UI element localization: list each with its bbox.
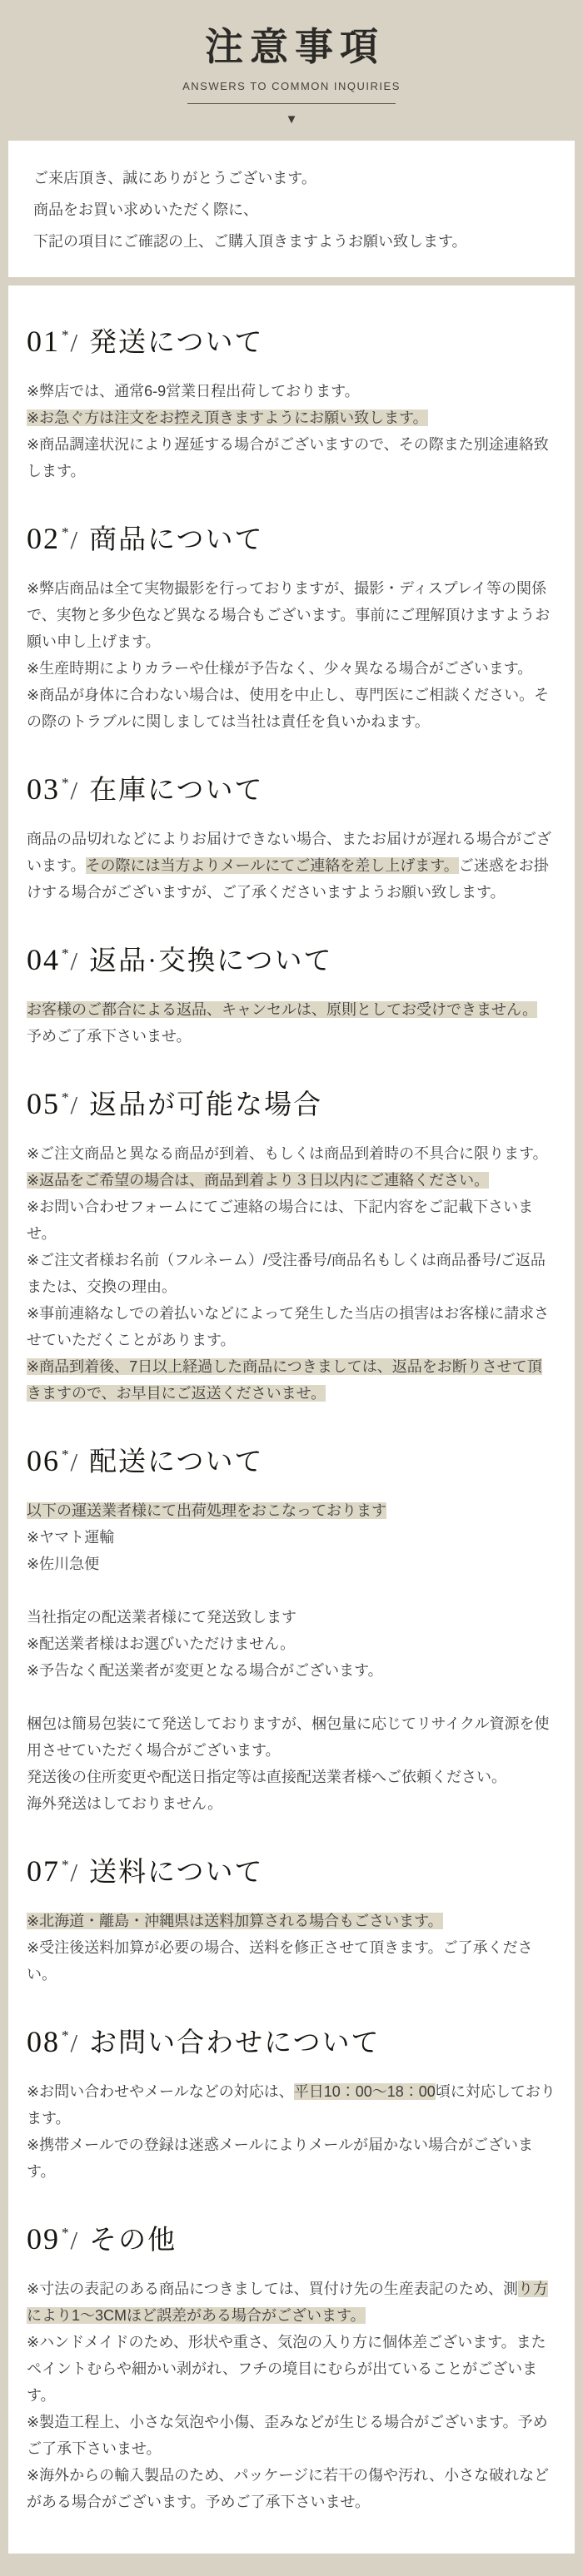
highlighted-text: お客様のご都合による返品、キャンセルは、原則としてお受けできません。 bbox=[27, 1001, 538, 1018]
section-heading bbox=[27, 320, 556, 360]
notice-line bbox=[27, 1934, 556, 1988]
section-title: 送料について bbox=[89, 1858, 264, 1888]
slash-separator: / bbox=[70, 2226, 80, 2255]
notice-line bbox=[27, 996, 556, 1023]
highlighted-text: その際には当方よりメールにてご連絡を差し上げます。 bbox=[85, 857, 459, 874]
asterisk-mark-icon: * bbox=[62, 946, 71, 961]
section-title: 返品·交換について bbox=[89, 946, 333, 976]
section-heading bbox=[27, 768, 556, 807]
asterisk-mark-icon: * bbox=[62, 2225, 71, 2241]
highlighted-text: ※返品をご希望の場合は、商品到着より３日以内にご連絡ください。 bbox=[27, 1172, 490, 1189]
text-run: ※寸法の表記のある商品につきましては、買付け先の生産表記のため、測 bbox=[27, 2281, 518, 2297]
section-title: お問い合わせについて bbox=[89, 2028, 381, 2058]
text-run: ※商品が身体に合わない場合は、使用を中止し、専門医にご相談ください。その際のトラブルに関しましては当社は責任を負いかねます。 bbox=[27, 687, 550, 730]
text-run: ※事前連絡なしでの着払いなどによって発生した当店の損害はお客様に請求させていただくことがあります。 bbox=[27, 1305, 550, 1348]
notice-line bbox=[27, 2132, 556, 2185]
asterisk-mark-icon: * bbox=[62, 1089, 71, 1105]
section-body bbox=[27, 1908, 556, 1988]
notice-line bbox=[27, 826, 556, 906]
notice-line bbox=[27, 1194, 556, 1247]
notice-section bbox=[27, 518, 556, 735]
highlighted-text: 平日10：00～18：00 bbox=[293, 2083, 436, 2100]
section-body bbox=[27, 2078, 556, 2185]
page-subtitle: ANSWERS TO COMMON INQUIRIES bbox=[182, 80, 401, 92]
text-run: ※生産時期によりカラーや仕様が予告なく、少々異なる場合がございます。 bbox=[27, 660, 533, 677]
asterisk-mark-icon: * bbox=[62, 1857, 71, 1873]
asterisk-mark-icon: * bbox=[62, 327, 71, 343]
notice-section bbox=[27, 1440, 556, 1817]
section-number: 07 bbox=[27, 1854, 60, 1888]
section-body bbox=[27, 1140, 556, 1407]
section-body bbox=[27, 378, 556, 484]
notice-line bbox=[27, 405, 556, 431]
text-run: ※受注後送料加算が必要の場合、送料を修正させて頂きます。ご了承ください。 bbox=[27, 1939, 533, 1983]
text-run: ※ヤマト運輸 bbox=[27, 1529, 115, 1546]
slash-separator: / bbox=[70, 946, 80, 975]
notice-line bbox=[27, 2276, 556, 2329]
text-run: ※お問い合わせフォームにてご連絡の場合には、下記内容をご記載下さいませ。 bbox=[27, 1199, 534, 1242]
notice-section bbox=[27, 2021, 556, 2185]
notice-line bbox=[27, 1497, 556, 1524]
notice-line bbox=[27, 1023, 556, 1050]
text-run: ※ハンドメイドのため、形状や重さ、気泡の入り方に個体差ございます。またペイントむらや細かい剥がれ、フチの境目にむらが出ていることがございます。 bbox=[27, 2334, 546, 2404]
notice-section bbox=[27, 768, 556, 906]
section-body bbox=[27, 826, 556, 906]
page-header bbox=[0, 0, 583, 126]
text-run: 発送後の住所変更や配送日指定等は直接配送業者様へご依頼ください。 bbox=[27, 1769, 506, 1785]
page-title: 注意事項 bbox=[205, 25, 385, 68]
slash-separator: / bbox=[70, 1090, 80, 1119]
text-run: 梱包は簡易包装にて発送しておりますが、梱包量に応じてリサイクル資源を使用させていただく場合がございます。 bbox=[27, 1715, 550, 1759]
notice-line bbox=[27, 2329, 556, 2409]
notice-line bbox=[27, 1657, 556, 1684]
text-run: ※ご注文者様お名前（フルネーム）/受注番号/商品名もしくは商品番号/ご返品または、交換の理由。 bbox=[27, 1252, 546, 1295]
section-heading bbox=[27, 939, 556, 978]
notice-section bbox=[27, 2218, 556, 2515]
section-body bbox=[27, 996, 556, 1050]
notice-line bbox=[27, 1247, 556, 1300]
highlighted-text: り方により1～3CMほど誤差がある場合がございます。 bbox=[27, 2281, 548, 2324]
notice-section bbox=[27, 1083, 556, 1407]
text-run: ※海外からの輸入製品のため、パッケージに若干の傷や汚れ、小さな破れなどがある場合がございます。予めご了承下さいませ。 bbox=[27, 2467, 550, 2510]
section-number: 01 bbox=[27, 325, 60, 358]
section-heading bbox=[27, 2218, 556, 2257]
section-number: 03 bbox=[27, 772, 60, 806]
text-run: ご迷惑をお掛けする場合がございますが、ご了承くださいますようお願い致します。 bbox=[27, 857, 549, 901]
section-heading bbox=[27, 2021, 556, 2060]
highlighted-text: 以下の運送業者様にて出荷処理をおこなっております bbox=[27, 1502, 386, 1519]
notice-line bbox=[27, 655, 556, 682]
section-heading bbox=[27, 1083, 556, 1122]
intro-card bbox=[8, 141, 575, 277]
text-run: ※弊店商品は全て実物撮影を行っておりますが、撮影・ディスプレイ等の関係で、実物と多少色など異なる場合もございます。事前にご理解頂けますようお願い申し上げます。 bbox=[27, 580, 551, 650]
highlighted-text: ※商品到着後、7日以上経過した商品につきましては、返品をお断りさせて頂きますので、お早目にご返送くださいませ。 bbox=[27, 1358, 542, 1402]
section-number: 02 bbox=[27, 522, 60, 555]
slash-separator: / bbox=[70, 776, 80, 805]
text-run: 海外発送はしておりません。 bbox=[27, 1795, 223, 1812]
section-body bbox=[27, 2276, 556, 2515]
notice-line bbox=[27, 2462, 556, 2515]
section-title: 商品について bbox=[89, 525, 264, 555]
highlighted-text: ※お急ぐ方は注文をお控え頂きますようにお願い致します。 bbox=[27, 409, 428, 426]
section-number: 06 bbox=[27, 1444, 60, 1477]
section-title: 配送について bbox=[89, 1447, 264, 1477]
text-run: ※予告なく配送業者が変更となる場合がございます。 bbox=[27, 1662, 383, 1679]
notice-line bbox=[27, 431, 556, 484]
notice-section bbox=[27, 939, 556, 1050]
text-run: 頃に対応しております。 bbox=[27, 2083, 556, 2127]
notice-line bbox=[27, 378, 556, 405]
notice-line bbox=[27, 1140, 556, 1167]
notice-section bbox=[27, 320, 556, 484]
section-heading bbox=[27, 518, 556, 557]
text-run: ※製造工程上、小さな気泡や小傷、歪みなどが生じる場合がございます。予めご了承下さいませ。 bbox=[27, 2414, 548, 2457]
notice-line bbox=[27, 1300, 556, 1353]
intro-line: 商品をお買い求めいただく際に、 bbox=[33, 201, 258, 218]
notice-line bbox=[27, 1764, 556, 1790]
asterisk-mark-icon: * bbox=[62, 1447, 71, 1462]
text-run: ※お問い合わせやメールなどの対応は、 bbox=[27, 2083, 294, 2100]
section-number: 04 bbox=[27, 943, 60, 976]
section-title: その他 bbox=[89, 2226, 177, 2256]
notice-line bbox=[27, 1710, 556, 1764]
intro-line: ご来店頂き、誠にありがとうございます。 bbox=[33, 170, 316, 186]
text-run: ※ご注文商品と異なる商品が到着、もしくは商品到着時の不具合に限ります。 bbox=[27, 1145, 548, 1162]
footer-spacer bbox=[0, 2554, 583, 2576]
notice-line bbox=[27, 1524, 556, 1551]
slash-separator: / bbox=[70, 2028, 80, 2057]
text-run: ※商品調達状況により遅延する場合がございますので、その際また別途連絡致します。 bbox=[27, 436, 549, 479]
section-heading bbox=[27, 1850, 556, 1889]
asterisk-mark-icon: * bbox=[62, 2028, 71, 2043]
notice-line bbox=[27, 1551, 556, 1577]
header-divider bbox=[187, 103, 396, 104]
section-number: 08 bbox=[27, 2025, 60, 2058]
notice-line bbox=[27, 1908, 556, 1934]
text-run: ※佐川急便 bbox=[27, 1556, 100, 1572]
slash-separator: / bbox=[70, 328, 80, 357]
asterisk-mark-icon: * bbox=[62, 775, 71, 791]
text-run: 商品の品切れなどによりお届けできない場合、またお届けが遅れる場合がございます。 bbox=[27, 831, 551, 874]
section-number: 09 bbox=[27, 2222, 60, 2256]
notice-line bbox=[27, 2409, 556, 2462]
notice-line bbox=[27, 1167, 556, 1194]
notice-line bbox=[27, 1630, 556, 1657]
asterisk-mark-icon: * bbox=[62, 524, 71, 540]
text-run: ※弊店では、通常6-9営業日程出荷しております。 bbox=[27, 383, 360, 400]
text-run: ※配送業者様はお選びいただけません。 bbox=[27, 1635, 296, 1652]
notice-sections bbox=[8, 285, 575, 2554]
text-run: 予めご了承下さいませ。 bbox=[27, 1028, 192, 1045]
section-number: 05 bbox=[27, 1087, 60, 1120]
intro-line: 下記の項目にご確認の上、ご購入頂きますようお願い致します。 bbox=[33, 233, 467, 250]
text-run: ※携帯メールでの登録は迷惑メールによりメールが届かない場合がございます。 bbox=[27, 2137, 533, 2180]
notice-line bbox=[27, 1353, 556, 1407]
down-arrow-icon: ▼ bbox=[285, 112, 298, 127]
section-body bbox=[27, 575, 556, 735]
section-body bbox=[27, 1497, 556, 1817]
section-title: 返品が可能な場合 bbox=[89, 1090, 323, 1120]
section-title: 在庫について bbox=[89, 776, 264, 806]
highlighted-text: ※北海道・離島・沖縄県は送料加算される場合もごさいます。 bbox=[27, 1913, 443, 1929]
text-run: 当社指定の配送業者様にて発送致します bbox=[27, 1609, 296, 1626]
slash-separator: / bbox=[70, 1858, 80, 1887]
slash-separator: / bbox=[70, 525, 80, 554]
section-title: 発送について bbox=[89, 328, 264, 358]
slash-separator: / bbox=[70, 1447, 80, 1477]
notice-section bbox=[27, 1850, 556, 1988]
notice-line bbox=[27, 575, 556, 655]
section-heading bbox=[27, 1440, 556, 1479]
notice-line bbox=[27, 2078, 556, 2132]
notice-line bbox=[27, 1604, 556, 1630]
notice-line bbox=[27, 682, 556, 735]
notice-line bbox=[27, 1790, 556, 1817]
